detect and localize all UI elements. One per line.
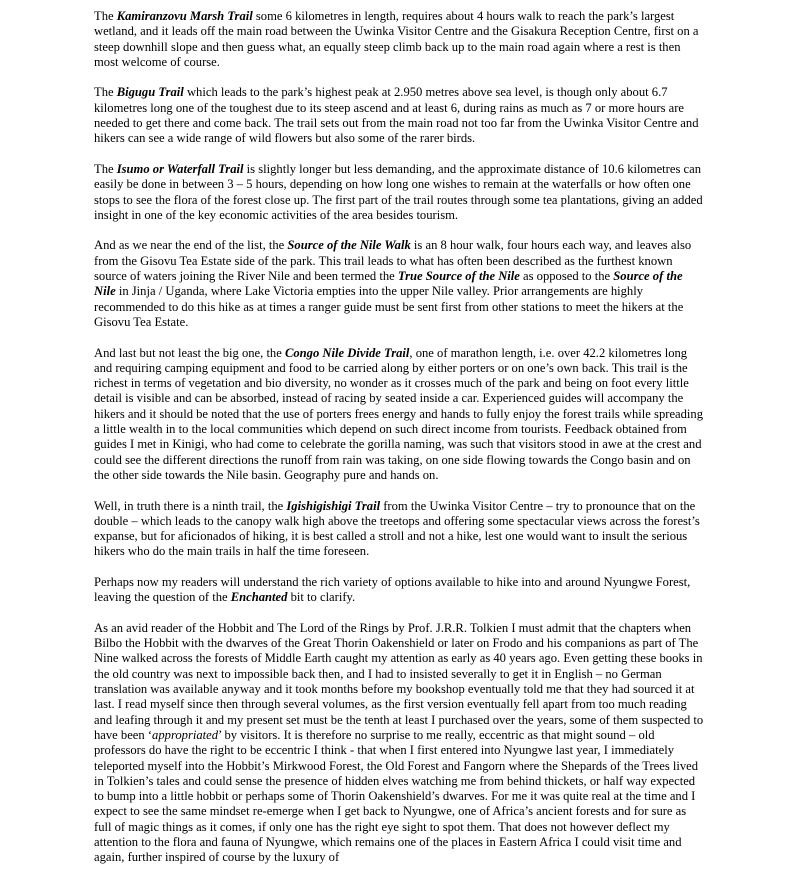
document-page <box>94 9 706 866</box>
text-run: Perhaps now my readers will understand the rich variety of options available to hike into and around Nyungwe Forest, leaving the question of the <box>94 574 691 605</box>
text-run: is slightly longer but less demanding, and the approximate distance of 10.6 kilometres can easily be done in between 3 – 5 hours, depending on how long one wishes to remain at the waterfalls or how often one stops to see the flora of the forest close up. The first part of the trail routes through some tea plantations, giving an added insight in one of the key economic activities of the area besides tourism. <box>94 161 703 222</box>
text-run: in Jinja / Uganda, where Lake Victoria empties into the upper Nile valley. Prior arrangements are highly recommended to do this hike as at times a ranger guide must be sent first from other stations to meet the hikers at the Gisovu Tea Estate. <box>94 284 684 329</box>
text-run: Well, in truth there is a ninth trail, the <box>94 498 287 513</box>
paragraph-bigugu-trail <box>94 85 706 146</box>
text-run: , one of marathon length, i.e. over 42.2 kilometres long and requiring camping equipment and food to be carried along by either porters or on one’s own back. This trail is the richest in terms of vegetation and bio diversity, no wonder as it crosses much of the park and being on foot every little detail is visible and can be absorbed, instead of racing by seated inside a car. Experienced guides will accompany the hikers and it should be noted that the use of porters frees energy and hands to fully enjoy the forest trails while spreading a little wealth in to the local communities which depend on such direct income from tourists. Feedback obtained from guides I met in Kinigi, who had come to celebrate the gorilla naming, was such that visitors stood in awe at the crest and could see the different directions the runoff from rain was taking, on one side flowing towards the Congo basin and on the other side towards the Nile basin. Geography pure and hands on. <box>94 345 704 482</box>
paragraph-tolkien <box>94 621 706 866</box>
text-run: The <box>94 85 117 100</box>
paragraph-kamiranzovu-trail <box>94 9 706 70</box>
emphasis-term: appropriated <box>152 727 219 742</box>
paragraph-congo-nile-divide-trail <box>94 346 706 484</box>
paragraph-igishigishigi-trail <box>94 499 706 560</box>
paragraph-isumo-trail <box>94 162 706 223</box>
paragraph-enchanted <box>94 575 706 606</box>
text-run: bit to clarify. <box>287 590 356 605</box>
trail-name: Bigugu Trail <box>116 85 184 100</box>
text-run: The <box>94 9 117 23</box>
text-run: The <box>94 161 117 176</box>
trail-name: Isumo or Waterfall Trail <box>116 161 244 176</box>
text-run: is an 8 hour walk, four hours each way, and leaves also from the Gisovu Tea Estate side of the park. This trail leads to what has often been described as the furthest known source of waters joining the River Nile and been termed the <box>94 238 692 284</box>
text-run: some 6 kilometres in length, requires about 4 hours walk to reach the park’s largest wetland, and it leads off the main road between the Uwinka Visitor Centre and the Gisakura Reception Centre, first on a steep downhill slope and then guess what, an equally steep climb back up to the main road again where a rest is then most welcome of course. <box>94 9 699 69</box>
trail-name: Source of the Nile Walk <box>287 238 411 253</box>
text-run: And last but not least the big one, the <box>94 345 285 360</box>
trail-name: Kamiranzovu Marsh Trail <box>116 9 253 23</box>
text-run: And as we near the end of the list, the <box>94 238 288 253</box>
trail-name: Congo Nile Divide Trail <box>284 345 410 360</box>
trail-name: Igishigishigi Trail <box>286 498 381 513</box>
text-run: ’ by visitors. It is therefore no surprise to me really, eccentric as that might sound – old professors do have the right to be eccentric I think - that when I first entered into Nyungwe last year, I immediately teleported myself into the Hobbit’s Mirkwood Forest, the Old Forest and Fangorn where the Shepards of the Trees lived in Tolkien’s tales and could sense the presence of hidden elves watching me from behind thickets, or half way expected to bump into a little hobbit or perhaps some of Thorin Oakenshield’s dwarves. For me it was quite real at the time and I expect to see the same mindset re-emerge when I get back to Nyungwe, one of Africa’s ancient forests and for sure as full of magic things as it comes, if only one has the right eye sight to spot them. That does not however deflect my attention to the flora and fauna of Nyungwe, which remains one of the places in Eastern Africa I could visit time and again, further inspired of course by the luxury of <box>94 727 699 865</box>
text-run: from the Uwinka Visitor Centre – try to pronounce that on the double – which leads to the canopy walk high above the treetops and offering some spectacular views across the forest’s expanse, but for aficionados of hiking, it is best called a stroll and not a hike, lest one would want to insult the serious hikers who do the main trails in half the time foreseen. <box>94 498 700 559</box>
emphasis-term: Source of the Nile <box>94 269 683 299</box>
paragraph-source-of-nile-walk <box>94 238 706 330</box>
emphasis-term: Enchanted <box>230 590 288 605</box>
text-run: which leads to the park’s highest peak at 2.950 metres above sea level, is though only about 6.7 kilometres long one of the toughest due to its steep ascend and at least 6, during rains as much as 7 or more hours are needed to get there and come back. The trail sets out from the main road not too far from the Uwinka Visitor Centre and hikers can see a wide range of wild flowers but also some of the rarer birds. <box>94 85 699 146</box>
text-run: As an avid reader of the Hobbit and The Lord of the Rings by Prof. J.R.R. Tolkien I must admit that the chapters when Bilbo the Hobbit with the dwarves of the Great Thorin Oakenshield or later on Frodo and his companions as part of The Nine walked across the forests of Middle Earth caught my attention as early as 40 years ago. Even getting these books in the old country was next to impossible back then, and I had to insisted severally to get it in English – no German translation was available anyway and it took months before my bookshop eventually told me that they had sourced it at last. I read myself since then through several volumes, as the first version eventually fell apart from too much reading and leafing through it and my present set must be the tenth at least I purchased over the years, some of them suspected to have been ‘ <box>94 620 704 742</box>
text-run: as opposed to the <box>519 269 614 284</box>
emphasis-term: True Source of the Nile <box>397 269 520 284</box>
